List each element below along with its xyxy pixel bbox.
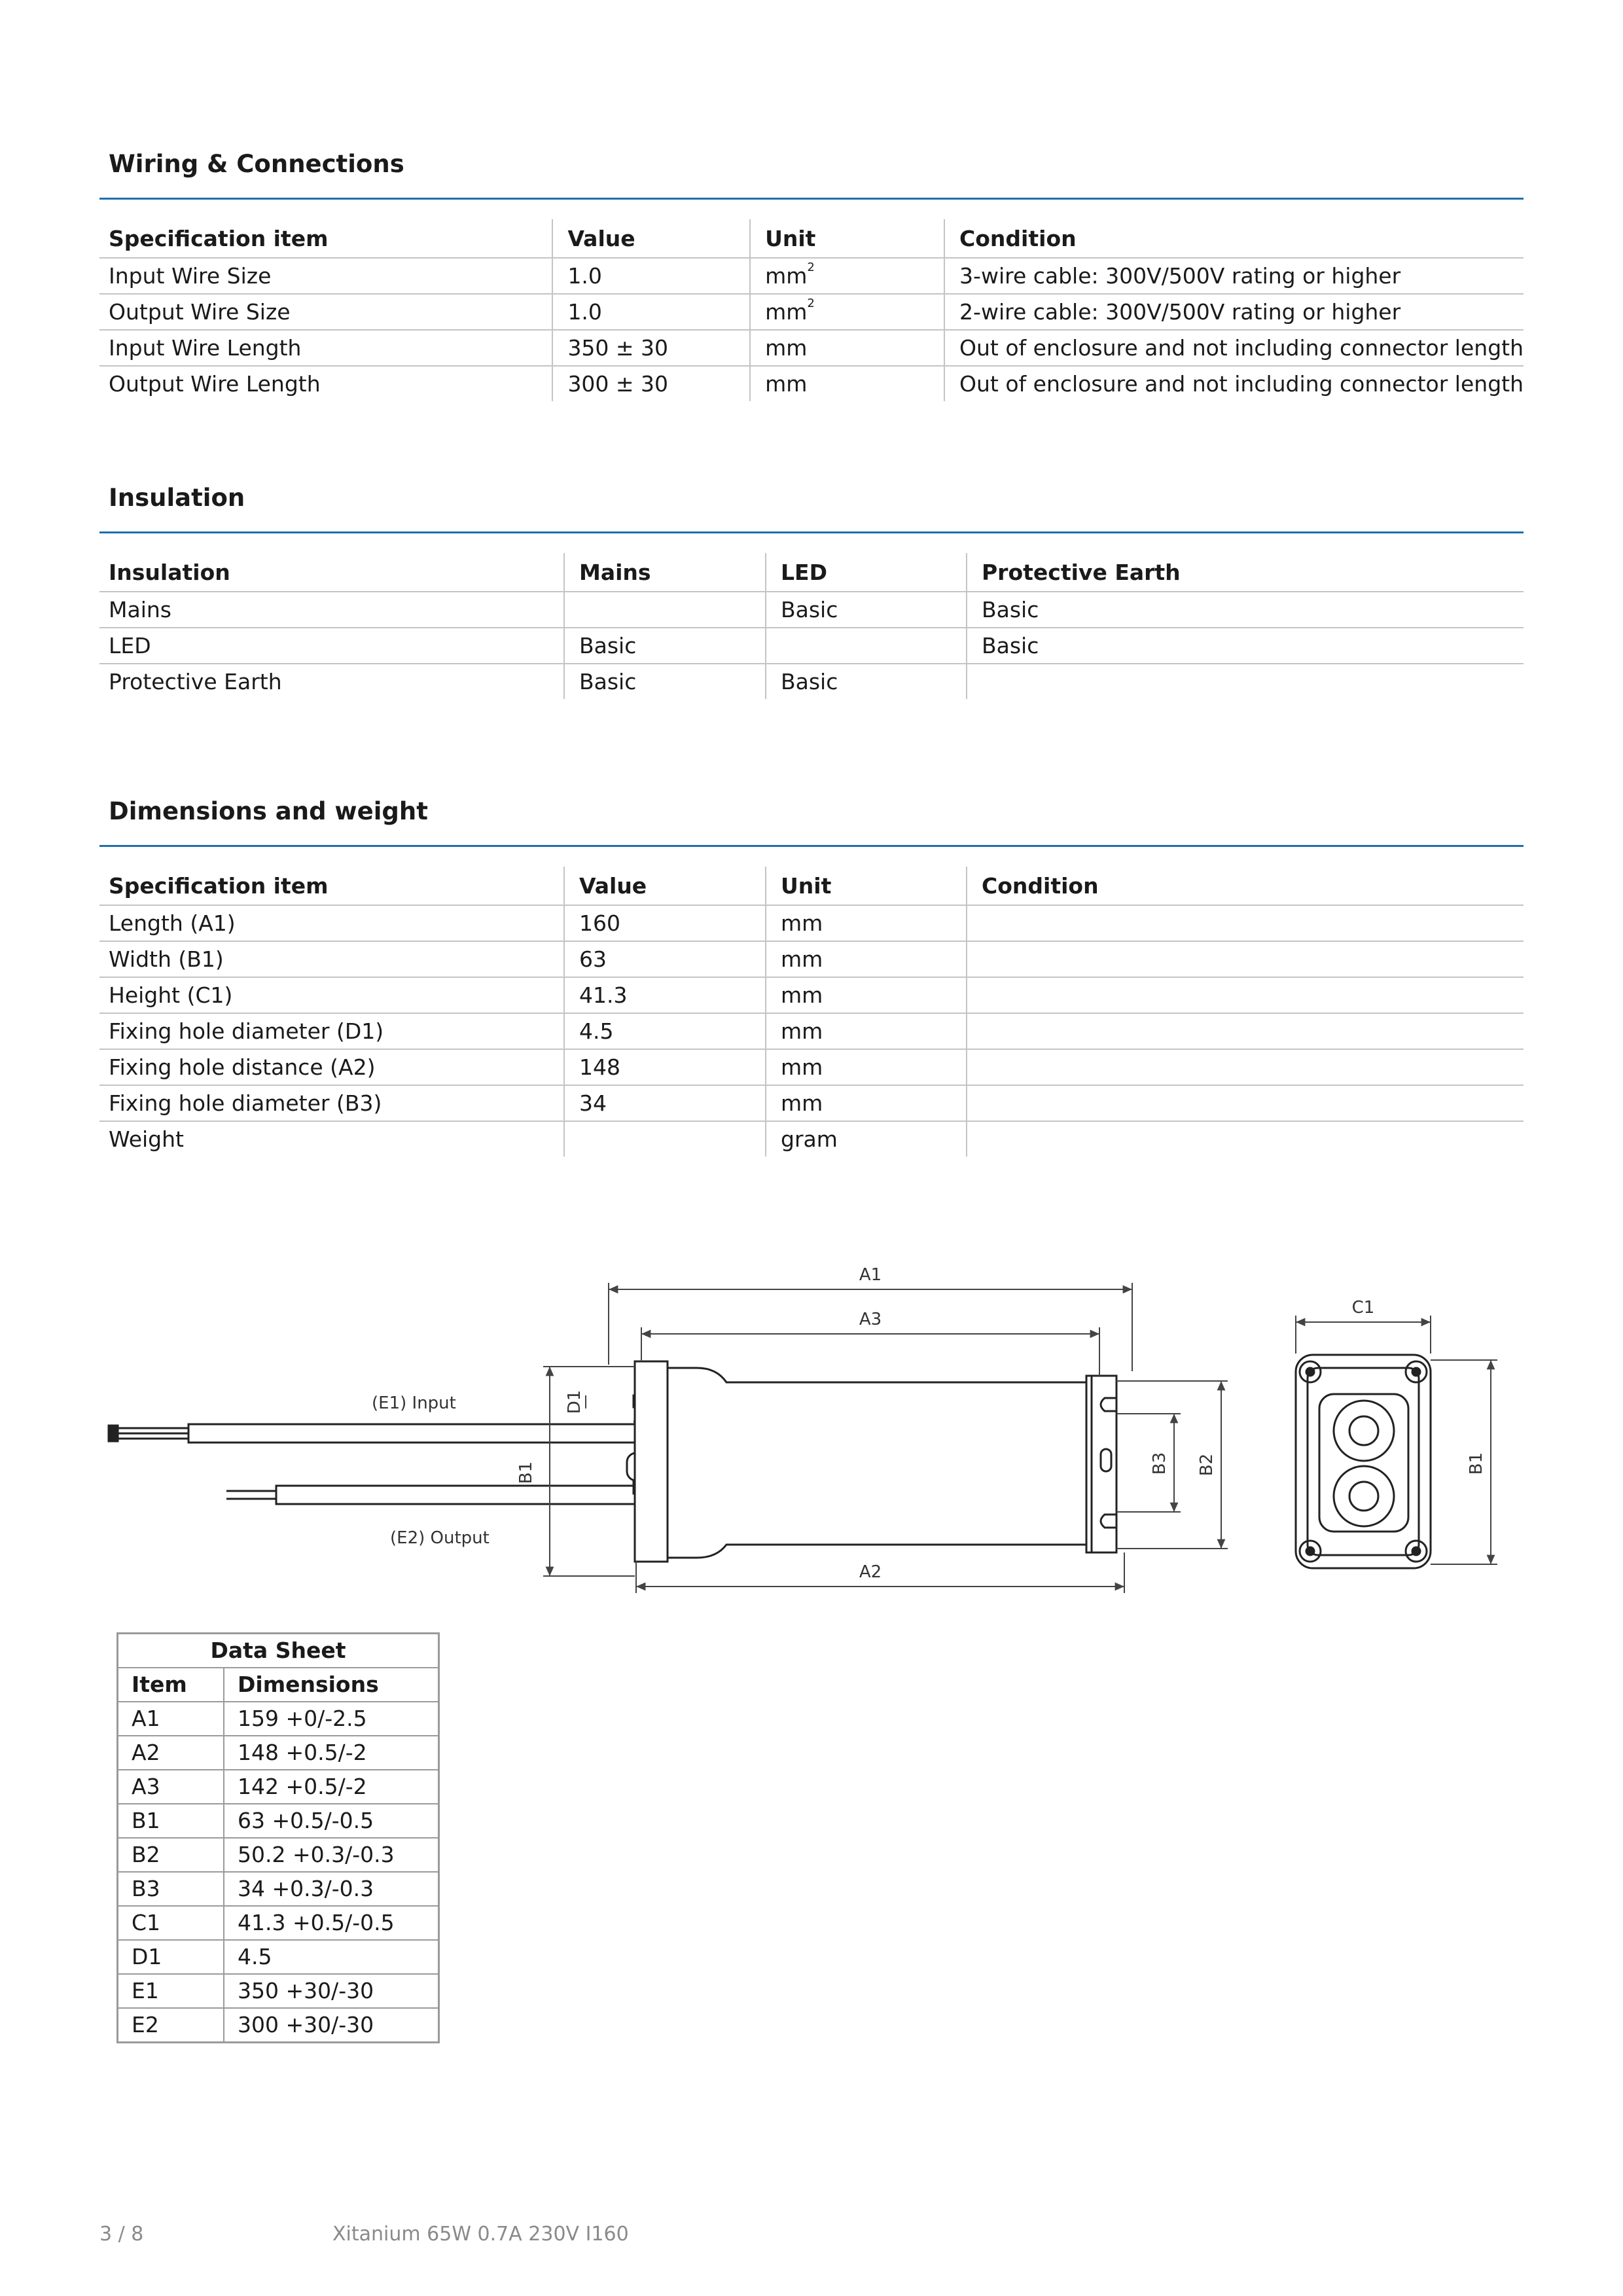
table-row bbox=[118, 2008, 439, 2043]
table-cell: mm bbox=[750, 366, 944, 401]
table-cell: Basic bbox=[766, 592, 967, 628]
column-header: Condition bbox=[944, 219, 1524, 258]
table-row bbox=[99, 941, 1524, 977]
wiring-table bbox=[99, 219, 1524, 401]
label-d1: D1 bbox=[565, 1390, 584, 1414]
side-view bbox=[1296, 1355, 1431, 1568]
section-title-dimensions: Dimensions and weight bbox=[109, 797, 428, 825]
table-cell: 300 ± 30 bbox=[552, 366, 750, 401]
page-number: 3 / 8 bbox=[99, 2223, 144, 2246]
table-cell bbox=[564, 1121, 766, 1157]
table-cell: Fixing hole diameter (D1) bbox=[99, 1013, 564, 1049]
label-b3: B3 bbox=[1150, 1452, 1169, 1475]
label-b1: B1 bbox=[516, 1461, 536, 1484]
label-input-wire: (E1) Input bbox=[372, 1393, 456, 1413]
table-cell: 350 ± 30 bbox=[552, 330, 750, 366]
table-cell: 63 bbox=[564, 941, 766, 977]
table-cell: Length (A1) bbox=[99, 905, 564, 941]
unit-text: mm bbox=[765, 299, 808, 325]
table-cell bbox=[750, 294, 944, 330]
table-header-row bbox=[99, 553, 1524, 592]
table-cell: 1.0 bbox=[552, 258, 750, 294]
table-cell: mm bbox=[766, 1085, 967, 1121]
table-row bbox=[118, 1974, 439, 2008]
table-cell: Out of enclosure and not including connector length bbox=[944, 366, 1524, 401]
section-rule bbox=[99, 845, 1524, 847]
label-c1: C1 bbox=[1351, 1298, 1375, 1318]
table-cell: Out of enclosure and not including connector length bbox=[944, 330, 1524, 366]
table-cell: 148 +0.5/-2 bbox=[224, 1736, 439, 1770]
table-cell: 4.5 bbox=[564, 1013, 766, 1049]
table-cell: Output Wire Size bbox=[99, 294, 552, 330]
column-header: Unit bbox=[750, 219, 944, 258]
table-cell: 4.5 bbox=[224, 1940, 439, 1974]
table-cell: Basic bbox=[967, 592, 1524, 628]
table-cell bbox=[967, 664, 1524, 699]
table-cell: Fixing hole distance (A2) bbox=[99, 1049, 564, 1085]
table-cell: 159 +0/-2.5 bbox=[224, 1702, 439, 1736]
section-rule bbox=[99, 198, 1524, 200]
table-row bbox=[99, 628, 1524, 664]
table-cell: 2-wire cable: 300V/500V rating or higher bbox=[944, 294, 1524, 330]
table-row bbox=[99, 366, 1524, 401]
table-cell: mm bbox=[766, 977, 967, 1013]
table-cell bbox=[967, 977, 1524, 1013]
label-output-wire: (E2) Output bbox=[390, 1528, 490, 1548]
table-cell: A3 bbox=[118, 1770, 224, 1804]
table-row bbox=[118, 1906, 439, 1940]
table-row bbox=[118, 1838, 439, 1872]
table-cell bbox=[967, 941, 1524, 977]
table-cell: Weight bbox=[109, 1126, 184, 1152]
table-row bbox=[99, 977, 1524, 1013]
column-header: LED bbox=[766, 553, 967, 592]
table-cell: B1 bbox=[118, 1804, 224, 1838]
table-cell bbox=[967, 1013, 1524, 1049]
column-header: Unit bbox=[766, 867, 967, 905]
table-cell: LED bbox=[99, 628, 564, 664]
label-b2: B2 bbox=[1197, 1453, 1217, 1477]
table-cell: 142 +0.5/-2 bbox=[224, 1770, 439, 1804]
insulation-table bbox=[99, 553, 1524, 699]
section-rule bbox=[99, 531, 1524, 533]
table-row bbox=[99, 1013, 1524, 1049]
driver-dimension-drawing bbox=[98, 1257, 1538, 1623]
left-end-flange bbox=[635, 1361, 668, 1562]
table-row bbox=[99, 294, 1524, 330]
label-a1: A1 bbox=[859, 1265, 882, 1285]
table-cell: gram bbox=[766, 1121, 967, 1157]
label-a3: A3 bbox=[859, 1310, 882, 1329]
table-header-row bbox=[99, 867, 1524, 905]
dimensions-table bbox=[99, 867, 1524, 1157]
unit-superscript: 2 bbox=[807, 296, 815, 310]
table-title-row bbox=[118, 1634, 439, 1668]
table-row bbox=[99, 905, 1524, 941]
table-cell: 160 bbox=[564, 905, 766, 941]
table-row bbox=[99, 330, 1524, 366]
table-header-row bbox=[118, 1668, 439, 1702]
table-cell: 34 bbox=[564, 1085, 766, 1121]
table-cell bbox=[750, 258, 944, 294]
column-header: Protective Earth bbox=[967, 553, 1524, 592]
table-cell: 41.3 +0.5/-0.5 bbox=[224, 1906, 439, 1940]
column-header: Specification item bbox=[99, 867, 564, 905]
table-cell: Protective Earth bbox=[109, 669, 282, 694]
column-header: Dimensions bbox=[224, 1668, 439, 1702]
driver-body bbox=[668, 1368, 1086, 1558]
table-cell: mm bbox=[766, 941, 967, 977]
table-cell: Width (B1) bbox=[99, 941, 564, 977]
table-cell: C1 bbox=[118, 1906, 224, 1940]
table-cell bbox=[967, 1049, 1524, 1085]
table-row bbox=[118, 1702, 439, 1736]
unit-superscript: 2 bbox=[807, 260, 815, 274]
table-cell bbox=[766, 628, 967, 664]
table-cell: Mains bbox=[99, 592, 564, 628]
data-sheet-table bbox=[116, 1632, 440, 2043]
column-header: Value bbox=[564, 867, 766, 905]
table-cell bbox=[967, 905, 1524, 941]
table-cell: 148 bbox=[564, 1049, 766, 1085]
table-cell: E2 bbox=[118, 2008, 224, 2043]
table-cell bbox=[967, 1085, 1524, 1121]
table-row bbox=[99, 664, 1524, 699]
table-row bbox=[118, 1940, 439, 1974]
table-row bbox=[99, 1085, 1524, 1121]
table-cell: Input Wire Size bbox=[99, 258, 552, 294]
table-cell: 63 +0.5/-0.5 bbox=[224, 1804, 439, 1838]
table-cell: Basic bbox=[766, 664, 967, 699]
table-row bbox=[118, 1770, 439, 1804]
column-header: Condition bbox=[967, 867, 1524, 905]
table-cell: Output Wire Length bbox=[109, 371, 321, 397]
table-cell: Input Wire Length bbox=[99, 330, 552, 366]
table-cell: Height (C1) bbox=[99, 977, 564, 1013]
table-cell: 1.0 bbox=[552, 294, 750, 330]
column-header: Specification item bbox=[99, 219, 552, 258]
table-cell: mm bbox=[750, 330, 944, 366]
table-cell: 34 +0.3/-0.3 bbox=[224, 1872, 439, 1906]
table-cell bbox=[564, 592, 766, 628]
table-cell: 350 +30/-30 bbox=[224, 1974, 439, 2008]
data-sheet-title: Data Sheet bbox=[118, 1634, 439, 1668]
table-cell: B2 bbox=[118, 1838, 224, 1872]
table-row bbox=[118, 1804, 439, 1838]
table-row bbox=[99, 1049, 1524, 1085]
label-a2: A2 bbox=[859, 1562, 882, 1582]
section-title-wiring: Wiring & Connections bbox=[109, 150, 404, 178]
footer-product-name: Xitanium 65W 0.7A 230V I160 bbox=[332, 2223, 629, 2246]
column-header: Item bbox=[118, 1668, 224, 1702]
table-cell: 50.2 +0.3/-0.3 bbox=[224, 1838, 439, 1872]
table-cell: Basic bbox=[967, 628, 1524, 664]
label-b1-side: B1 bbox=[1467, 1452, 1486, 1475]
table-cell: A2 bbox=[118, 1736, 224, 1770]
table-cell: Basic bbox=[564, 628, 766, 664]
column-header: Insulation bbox=[99, 553, 564, 592]
table-cell: Basic bbox=[564, 664, 766, 699]
table-header-row bbox=[99, 219, 1524, 258]
table-row bbox=[99, 592, 1524, 628]
table-cell: B3 bbox=[118, 1872, 224, 1906]
unit-text: mm bbox=[765, 263, 808, 289]
table-cell: D1 bbox=[118, 1940, 224, 1974]
table-cell: 300 +30/-30 bbox=[224, 2008, 439, 2043]
table-cell: mm bbox=[766, 905, 967, 941]
table-row bbox=[99, 1121, 1524, 1157]
table-cell: 3-wire cable: 300V/500V rating or higher bbox=[944, 258, 1524, 294]
section-title-insulation: Insulation bbox=[109, 484, 245, 512]
column-header: Mains bbox=[564, 553, 766, 592]
table-cell: mm bbox=[766, 1013, 967, 1049]
table-row bbox=[118, 1872, 439, 1906]
column-header: Value bbox=[552, 219, 750, 258]
table-cell: A1 bbox=[118, 1702, 224, 1736]
table-cell: mm bbox=[766, 1049, 967, 1085]
table-row bbox=[118, 1736, 439, 1770]
table-cell: Fixing hole diameter (B3) bbox=[99, 1085, 564, 1121]
table-cell: 41.3 bbox=[564, 977, 766, 1013]
table-cell bbox=[967, 1121, 1524, 1157]
table-row bbox=[99, 258, 1524, 294]
table-cell: E1 bbox=[118, 1974, 224, 2008]
